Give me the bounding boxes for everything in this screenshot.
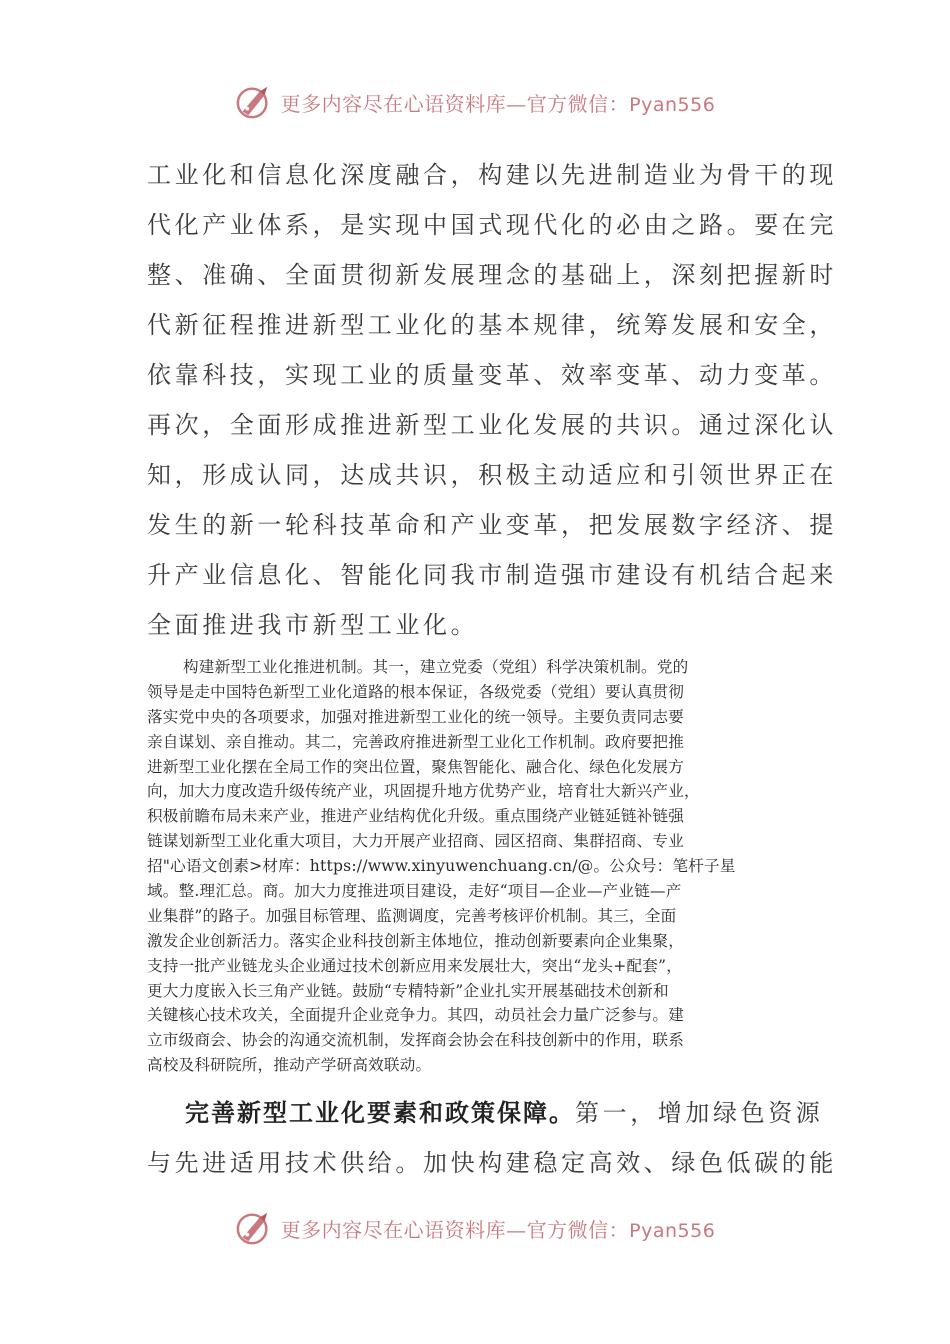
- paragraph-line: 向，加大力度改造升级传统产业，巩固提升地方优势产业，培育壮大新兴产业，: [147, 782, 700, 801]
- watermark-text: 更多内容尽在心语资料库—官方微信：Pyan556: [280, 1217, 716, 1242]
- body-line: 发生的新一轮科技革命和产业变革，把发展数字经济、提: [147, 511, 837, 539]
- body-line: 整、准确、全面贯彻新发展理念的基础上，深刻把握新时: [147, 261, 837, 289]
- paragraph-line: 落实党中央的各项要求，加强对推进新型工业化的统一领导。主要负责同志要: [147, 707, 684, 726]
- body-paragraph-large: [147, 150, 837, 650]
- paragraph-line: 更大力度嵌入长三角产业链。鼓励“专精特新”企业扎实开展基础技术创新和: [147, 981, 669, 1000]
- paragraph-line: 立市级商会、协会的沟通交流机制，发挥商会协会在科技创新中的作用，联系: [147, 1031, 684, 1050]
- body-line: 代化产业体系，是实现中国式现代化的必由之路。要在完: [147, 211, 837, 239]
- paragraph-line: 激发企业创新活力。落实企业科技创新主体地位，推动创新要素向企业集聚，: [147, 931, 684, 950]
- body-line: 再次，全面形成推进新型工业化发展的共识。通过深化认: [147, 411, 837, 439]
- body-line: 全面推进我市新型工业化。: [147, 611, 479, 639]
- paragraph-line: 支持一批产业链龙头企业通过技术创新应用来发展壮大，突出“龙头+配套”，: [147, 956, 683, 975]
- paragraph-line: 关键核心技术攻关，全面提升企业竞争力。其四，动员社会力量广泛参与。建: [147, 1006, 684, 1025]
- paragraph-line: 积极前瞻布局未来产业，推进产业结构优化升级。重点围绕产业链延链补链强: [147, 807, 684, 826]
- section-line: 与先进适用技术供给。加快构建稳定高效、绿色低碳的能: [147, 1149, 837, 1177]
- header-watermark: [0, 82, 950, 122]
- paragraph-line: 领导是走中国特色新型工业化道路的根本保证，各级党委（党组）要认真贯彻: [147, 682, 684, 701]
- footer-watermark: [0, 1208, 950, 1248]
- section-paragraph: [147, 1088, 837, 1188]
- body-paragraph-small: [147, 655, 807, 1078]
- paragraph-line: 域。整.理汇总。商。加大力度推进项目建设，走好“项目—企业—产业链—产: [147, 882, 682, 901]
- paragraph-line: 高校及科研院所，推动产学研高效联动。: [147, 1056, 432, 1075]
- body-line: 升产业信息化、智能化同我市制造强市建设有机结合起来: [147, 561, 837, 589]
- paragraph-line: 招"心语文创素>材库：https://www.xinyuwenchuang.cn/@。公众号：笔杆子星: [147, 857, 736, 876]
- body-line: 代新征程推进新型工业化的基本规律，统筹发展和安全，: [147, 311, 837, 339]
- watermark-wechat-id: Pyan556: [629, 93, 716, 116]
- watermark-text: 更多内容尽在心语资料库—官方微信：Pyan556: [280, 91, 716, 116]
- body-line: 知，形成认同，达成共识，积极主动适应和引领世界正在: [147, 461, 837, 489]
- section-heading: 完善新型工业化要素和政策保障。: [185, 1098, 575, 1127]
- watermark-wechat-id: Pyan556: [629, 1219, 716, 1242]
- paragraph-line: 业集群”的路子。加强目标管理、监测调度，完善考核评价机制。其三，全面: [147, 906, 677, 925]
- paragraph-line: 进新型工业化摆在全局工作的突出位置，聚焦智能化、融合化、绿色化发展方: [147, 757, 684, 776]
- pen-nib-logo-icon: [235, 83, 273, 121]
- paragraph-line: 亲自谋划、亲自推动。其二，完善政府推进新型工业化工作机制。政府要把推: [147, 732, 684, 751]
- paragraph-line: 链谋划新型工业化重大项目，大力开展产业招商、园区招商、集群招商、专业: [147, 832, 684, 851]
- section-line: [147, 1088, 824, 1138]
- body-line: 工业化和信息化深度融合，构建以先进制造业为骨干的现: [147, 161, 837, 189]
- section-line-text: 第一，增加绿色资源: [575, 1099, 824, 1127]
- body-line: 依靠科技，实现工业的质量变革、效率变革、动力变革。: [147, 361, 837, 389]
- paragraph-line: 构建新型工业化推进机制。其一，建立党委（党组）科学决策机制。党的: [183, 658, 689, 676]
- pen-nib-logo-icon: [235, 1209, 273, 1247]
